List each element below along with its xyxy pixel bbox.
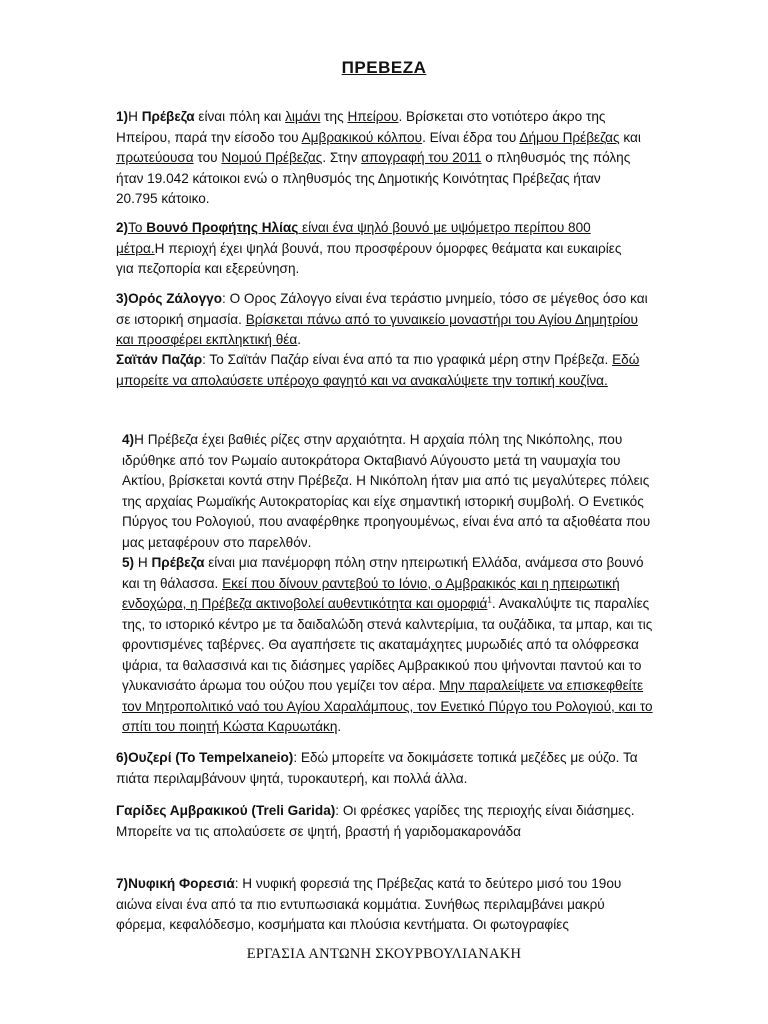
saitan-pazar-name: Σαϊτάν Παζάρ [116,352,203,367]
link-ipeirou[interactable]: Ηπείρου [347,109,399,124]
paragraph-1: 1)Η Πρέβεζα είναι πόλη και λιμάνι της Ηπείρου. Βρίσκεται στο νοτιότερο άκρο της Ηπείρου, παρά την είσοδο του Αμβρακικού κόλπου. Είναι έδρα του Δήμου Πρέβεζας και πρωτεύουσα του Νομού Πρέβεζας. Στην απογραφή του 2011 ο πληθυσμός της πόλης ήταν 19.042 κάτοικοι ενώ ο πληθυσμός της Δημοτικής Κοινότητας Πρέβεζας ήταν 20.795 κάτοικο. [116,109,641,206]
link-apografi-2011[interactable]: απογραφή του 2011 [361,150,482,165]
link-proteuousa[interactable]: πρωτεύουσα [116,150,194,165]
link-amvrakikos-kolpos[interactable]: Αμβρακικού κόλπου [301,129,423,145]
mountain-name: Βουνό Προφήτης Ηλίας [146,220,299,235]
footnote-marker[interactable]: 1 [487,595,492,605]
paragraph-2: 2)Το Βουνό Προφήτης Ηλίας είναι ένα ψηλό βουνό με υψόμετρο περίπου 800 μέτρα.Η περιοχή έχει ψηλά βουνά, που προσφέρουν όμορφες θεάματα και ευκαιρίες για πεζοπορία και εξερεύνηση. [116,220,622,276]
link-nomos-prevezas[interactable]: Νομού Πρέβεζας [221,150,323,165]
page-footer: ΕΡΓΑΣΙΑ ΑΝΤΩΝΗ ΣΚΟΥΡΒΟΥΛΙΑΝΑΚΗ [246,946,522,962]
zalongo-name: Ορός Ζάλογγο [128,291,223,306]
garides-name: Γαρίδες Αμβρακικού (Treli Garida) [116,803,336,818]
paragraph-5: 5) Η Πρέβεζα είναι μια πανέμορφη πόλη στην ηπειρωτική Ελλάδα, ανάμεσα στο βουνό και τη θάλασσα. Εκεί που δίνουν ραντεβού το Ιόνιο, ο Αμβρακικός και η ηπειρωτική ενδοχώρα, η Πρέβεζα ακτινοβολεί αυθεντικότητα και ομορφιά$^1$. Ανακαλύψτε τις παραλίες της, το ιστορικό κέντρο με τα δαιδαλώδη στενά καλντερίμια, τα ουζάδικα, τα μπαρ, και τις φροντισμένες ταβέρνες. Θα αγαπήσετε τις ακαταμάχητες μυρωδιές από τα ολόφρεσκα ψάρια, τα θαλασσινά και τις διάσημες γαρίδες Αμβρακικού που ψήνονται παντού και το γλυκανισάτο άρωμα του ούζου που γεμίζει τον αέρα. Μην παραλείψετε να επισκεφθείτε τον Μητροπολιτικό ναό του Αγίου Χαραλάμπους, τον Ενετικό Πύργο του Ρολογιού, και το σπίτι του ποιητή Κώστα Καρυωτάκη. [122,555,653,734]
paragraph-6: 6)Ουζερί (Το Tempelxaneio): Εδώ μπορείτε να δοκιμάσετε τοπικά μεζέδες με ούζο. Τα πιάτα περιλαμβάνουν ψητά, τυροκαυτερή, και πολλά άλλα. [116,750,638,786]
nyfiki-foresia-name: Νυφική Φορεσιά [128,876,235,891]
ouzeri-name: Ουζερί (Το Tempelxaneio) [128,750,294,765]
paragraph-3: 3)Ορός Ζάλογγο: Ο Ορος Ζάλογγο είναι ένα τεράστιο μνημείο, τόσο σε μέγεθος όσο και σε ιστορική σημασία. Βρίσκεται πάνω από το γυναικείο μοναστήρι του Αγίου Δημητρίου και προσφέρει εκπληκτική θέα. [116,291,648,347]
link-dimos-prevezas[interactable]: Δήμου Πρέβεζας [519,129,620,145]
paragraph-4: 4)Η Πρέβεζα έχει βαθιές ρίζες στην αρχαιότητα. Η αρχαία πόλη της Νικόπολης, που ιδρύθηκε από τον Ρωμαίο αυτοκράτορα Οκταβιανό Αύγουστο μετά τη ναυμαχία του Ακτίου, βρίσκεται κοντά στην Πρέβεζα. Η Νικόπολη ήταν μια από τις μεγαλύτερες πόλεις της αρχαίας Ρωμαϊκής Αυτοκρατορίας και είχε σημαντική ιστορική συμβολή. Ο Ενετικός Πύργος του Ρολογιού, που αναφέρθηκε προηγουμένως, είναι ένα από τα αξιοθέατα που μας μεταφέρουν στο παρελθόν. [122,432,651,550]
page-title: ΠΡΕΒΕΖΑ [341,58,427,77]
paragraph-number: 1) [116,109,129,124]
paragraph-7: 7)Νυφική Φορεσιά: Η νυφική φορεσιά της Πρέβεζας κατά το δεύτερο μισό του 19ου αιώνα είναι ένα από τα πιο εντυπωσιακά κομμάτια. Συνήθως περιλαμβάνει μακρύ φόρεμα, κεφαλόδεσμο, κοσμήματα και πλούσια κεντήματα. Οι φωτογραφίες [116,876,622,932]
paragraph-6b: Γαρίδες Αμβρακικού (Treli Garida): Οι φρέσκες γαρίδες της περιοχής είναι διάσημες. Μπορείτε να τις απολαύσετε σε ψητή, βραστή ή γαριδομακαρονάδα [116,803,635,839]
paragraph-3b: Σαϊτάν Παζάρ: Το Σαϊτάν Παζάρ είναι ένα από τα πιο γραφικά μέρη στην Πρέβεζα. Εδώ μπορείτε να απολαύσετε υπέροχο φαγητό και να ανακαλύψετε την τοπική κουζίνα. [116,352,640,388]
link-limani[interactable]: λιμάνι [285,109,321,124]
